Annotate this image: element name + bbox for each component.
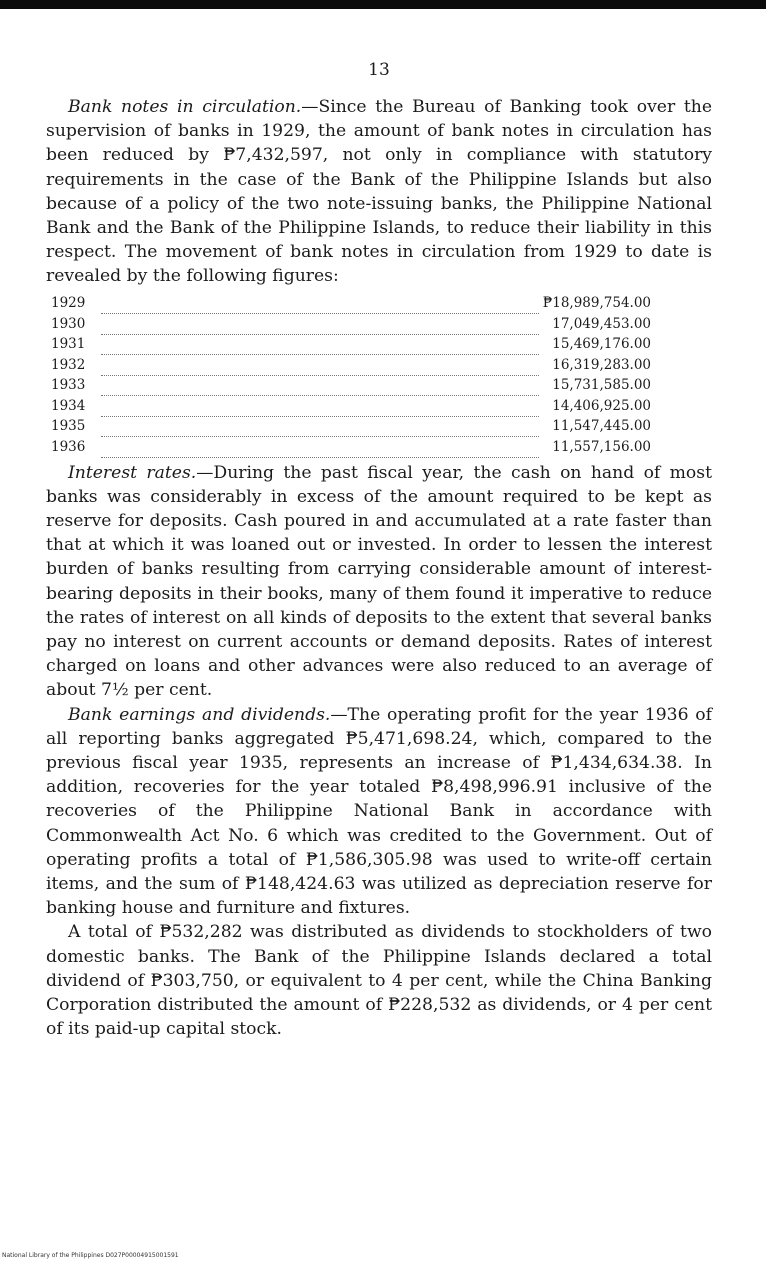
leader-dots: [101, 391, 539, 412]
table-year: 1935: [51, 418, 86, 435]
paragraph-interest-rates: [46, 461, 712, 703]
heading-bank-notes: Bank notes in circulation.: [68, 97, 302, 117]
paragraph-dividends: A total of ₱532,282 was distributed as dividends to stockholders of two domestic banks. The Bank of the Philippine Islands declared a total dividend of ₱303,750, or equivalent to 4 per cent, while the China Banking Corporation distributed the amount of ₱228,532 as dividends, or 4 per cent of its paid-up capital stock.: [46, 922, 712, 1040]
text-bank-notes: —Since the Bureau of Banking took over the supervision of banks in 1929, the amount of bank notes in circulation has been reduced by ₱7,432,597, not only in compliance with statutory requirements in the case of the Bank of the Philippine Islands but also because of a policy of the two note-issuing banks, the Philippine National Bank and the Bank of the Philippine Islands, to reduce their liability in this respect. The movement of bank notes in circulation from 1929 to date is revealed by the following figures:: [46, 97, 712, 287]
table-amount: ₱18,989,754.00: [542, 295, 651, 312]
table-year: 1934: [51, 397, 86, 414]
table-amount: 15,731,585.00: [552, 377, 651, 394]
heading-interest-rates: Interest rates.: [68, 462, 197, 483]
document-page: [46, 60, 712, 1042]
page-number: 13: [368, 60, 390, 80]
table-amount: 11,557,156.00: [552, 438, 651, 455]
table-amount: 17,049,453.00: [552, 315, 651, 332]
paragraph-bank-notes: [46, 95, 712, 289]
table-amount: 14,406,925.00: [552, 397, 651, 414]
table-row: [51, 437, 651, 458]
scan-top-border: [0, 0, 766, 9]
leader-dots: [101, 329, 539, 350]
leader-dots: [101, 289, 539, 309]
table-amount: 15,469,176.00: [552, 336, 651, 353]
paragraph-earnings: [46, 703, 712, 921]
scan-footer: National Library of the Philippines D027P00004915001591: [2, 1252, 179, 1259]
leader-dots: [101, 432, 539, 453]
leader-dots: [101, 411, 539, 432]
table-year: 1932: [51, 356, 86, 373]
leader-dots: [101, 309, 539, 330]
table-year: 1931: [51, 336, 86, 353]
leader-dots: [101, 350, 539, 371]
bank-notes-table: [51, 294, 651, 458]
table-year: 1936: [51, 438, 86, 455]
table-amount: 16,319,283.00: [552, 356, 651, 373]
table-year: 1930: [51, 315, 86, 332]
table-amount: 11,547,445.00: [552, 418, 651, 435]
text-interest-rates: —During the past fiscal year, the cash on hand of most banks was considerably in excess of the amount required to be kept as reserve for deposits. Cash poured in and accumulated at a rate faster than that at which it was loaned out or invested. In order to lessen the interest burden of banks resulting from carrying considerable amount of interest-bearing deposits in their books, many of them found it imperative to reduce the rates of interest on all kinds of deposits to the extent that several banks pay no interest on current accounts or demand deposits. Rates of interest charged on loans and other advances were also reduced to an average of about 7½ per cent.: [46, 462, 713, 701]
leader-dots: [101, 370, 539, 391]
table-year: 1929: [51, 295, 86, 312]
heading-earnings: Bank earnings and dividends.: [68, 704, 331, 725]
table-year: 1933: [51, 377, 86, 394]
text-earnings: —The operating profit for the year 1936 of all reporting banks aggregated ₱5,471,698.24, which, compared to the previous fiscal year 1935, represents an increase of ₱1,434,634.38. In addition, recoveries for the year totaled ₱8,498,996.91 inclusive of the recoveries of the Philippine National Bank in accordance with Commonwealth Act No. 6 which was credited to the Government. Out of operating profits a total of ₱1,586,305.98 was used to write-off certain items, and the sum of ₱148,424.63 was utilized as depreciation reserve for banking house and furniture and fixtures.: [46, 704, 712, 919]
